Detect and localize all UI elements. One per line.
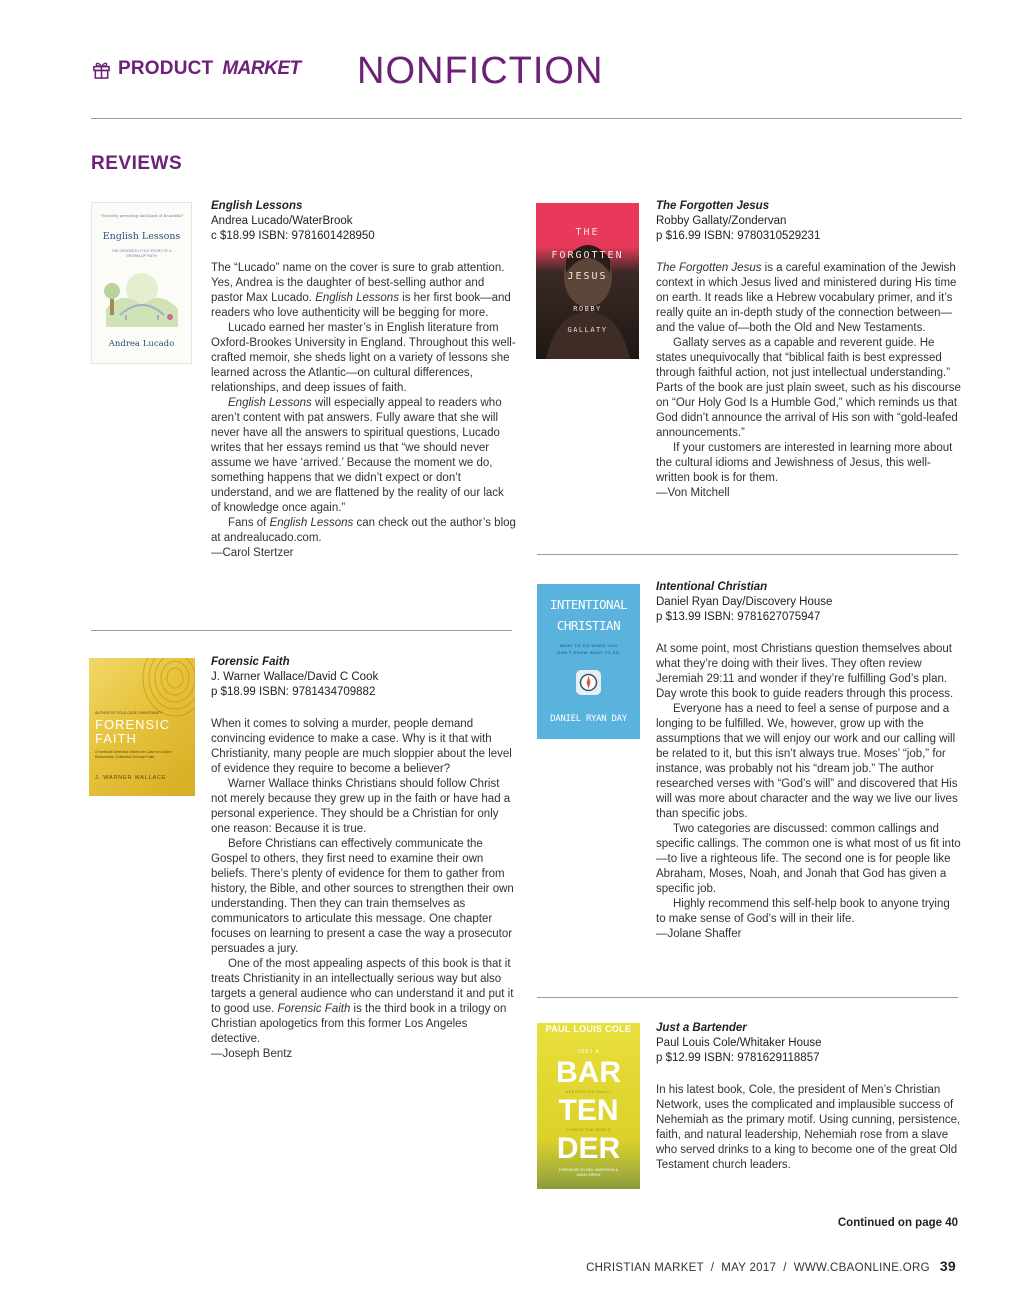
book-title: The Forgotten Jesus xyxy=(656,200,770,212)
cover-title-the: THE xyxy=(575,227,600,238)
book-cover-forgotten-jesus xyxy=(536,203,639,359)
book-title: Forensic Faith xyxy=(211,656,290,668)
header-rule xyxy=(91,118,962,119)
cover-author: J. WARNER WALLACE xyxy=(95,775,167,781)
brand-market-label: MARKET xyxy=(222,58,301,79)
book-cover-english-lessons xyxy=(91,202,192,364)
review-paragraph: Warner Wallace thinks Christians should follow Christ not merely because they grew up in the faith or have had a personal experience. They should be a Christian for only one reason: Because it is true. xyxy=(211,778,511,835)
price-isbn: p $18.99 ISBN: 9781434709882 xyxy=(211,686,376,698)
cover-foreword: FOREWORD BY NEIL ANDERSON & DAVID GREEN xyxy=(559,1168,618,1177)
cover-author: Andrea Lucado xyxy=(108,339,175,349)
review-paragraph: Before Christians can effectively communicate the Gospel to others, they first need to examine their own beliefs. There’s plenty of evidence for them to gather from history, the Bible, and other sources to strengthen their own understanding. Then they can train themselves as communicators to articulate this message. One chapter focuses on learning to present a case the way a prosecutor persuades a jury. xyxy=(211,838,514,955)
reviews-heading: REVIEWS xyxy=(91,153,183,174)
review-paragraph: The “Lucado” name on the cover is sure to grab attention. Yes, Andrea is the daughter of best-selling author and pastor Max Lucado. English Lessons is her first book—and readers who love authenticity will be begging for more. xyxy=(211,262,511,319)
review-paragraph: Highly recommend this self-help book to anyone trying to make sense of God’s will in their life. xyxy=(656,898,950,925)
price-isbn: p $16.99 ISBN: 9780310529231 xyxy=(656,230,821,242)
book-title: English Lessons xyxy=(211,200,303,212)
author-publisher: Robby Gallaty/Zondervan xyxy=(656,215,787,227)
review-divider xyxy=(91,630,512,631)
review-paragraph: —Von Mitchell xyxy=(656,487,730,499)
gift-icon xyxy=(92,60,111,79)
brand-product-label: PRODUCT xyxy=(118,58,214,79)
review-paragraph: Everyone has a need to feel a sense of purpose and a longing to be fulfilled. We, however, grow up with the assumptions that we will enjoy our work and our calling will be related to it, but this isn’t always true. Moses’ “job,” for instance, was probably not his “dream job.” The author researched verses with “God’s will” and discovered that His will was more about character and the way we live our lives than specific jobs. xyxy=(656,703,958,820)
cover-fingerprint xyxy=(125,658,195,718)
page-footer xyxy=(586,1258,956,1274)
review-body-forensic-faith xyxy=(211,717,516,1062)
cover-subtitle: A Homicide Detective Makes the Case for a More Reasonable, Evidential Christian Faith xyxy=(95,750,172,759)
cover-tag-line2: DON'T KNOW WHAT TO DO xyxy=(557,650,620,655)
cover-author: DANIEL RYAN DAY xyxy=(550,714,627,724)
review-body-forgotten-jesus xyxy=(656,261,961,501)
price-isbn: p $12.99 ISBN: 9781629118857 xyxy=(656,1052,820,1064)
cover-line-bar: BAR xyxy=(556,1056,621,1089)
review-paragraph: When it comes to solving a murder, people demand convincing evidence to make a case. Why is it that with Christianity, many people are much sloppier about the level of evidence they require to become a believer? xyxy=(211,718,512,775)
review-body-intentional-christian xyxy=(656,642,961,942)
review-meta-english-lessons xyxy=(211,199,516,244)
cover-tag-line1: WHAT TO DO WHEN YOU xyxy=(559,643,618,648)
review-meta-forgotten-jesus xyxy=(656,199,961,244)
book-cover-intentional-christian xyxy=(537,584,640,739)
section-title: NONFICTION xyxy=(357,50,604,92)
cover-title-forgotten: FORGOTTEN xyxy=(551,250,624,261)
review-body-english-lessons xyxy=(211,261,516,561)
review-paragraph: If your customers are interested in learning more about the cultural idioms and Jewishness of Jesus, this well-written book is for them. xyxy=(656,442,953,484)
cover-top-text: AUTHOR OF COLD-CASE CHRISTIANITY xyxy=(95,711,163,715)
cover-subtitle: THE CROOKED LITTLE STORY OF A GROWN-UP FAITH xyxy=(111,249,172,258)
review-body-just-a-bartender xyxy=(656,1083,961,1173)
brand-logo xyxy=(92,58,301,80)
review-paragraph: English Lessons will especially appeal to readers who aren’t content with pat answers. Fully aware that she will never have all the answers to spiritual questions, Lucado writes that her essays remind us that “we should never assume we have ‘arrived.’ Because the moment we do, something happens that we didn’t expect or don’t understand, and we are flattened by the reality of our lack of knowledge once again.” xyxy=(211,397,504,514)
review-meta-just-a-bartender xyxy=(656,1021,961,1066)
price-isbn: c $18.99 ISBN: 9781601428950 xyxy=(211,230,375,242)
review-paragraph: The Forgotten Jesus is a careful examination of the Jewish context in which Jesus lived and ministered during His time on earth. It reads like a Hebrew vocabulary primer, and it’s really quite an in-depth study of the connection between—and the value of—both the Old and New Testaments. xyxy=(656,262,957,334)
book-cover-forensic-faith xyxy=(89,658,195,796)
review-paragraph: Gallaty serves as a capable and reverent guide. He states unequivocally that “biblical faith is best expressed through faithful action, not just intellectual understanding.” Parts of the book are just plain sweet, such as his discourse on “Our Holy God Is a Humble God,” which reminds us that God didn’t announce the arrival of His son with “gold-leafed announcements.” xyxy=(656,337,961,439)
cover-title-line1: INTENTIONAL xyxy=(549,597,628,612)
cover-tag2: CHANGE THE WORLD xyxy=(566,1128,611,1132)
review-paragraph: At some point, most Christians question themselves about what they’re doing with their lives. They often review Jeremiah 29:11 and wonder if they’re fulfilling God’s plan. Day wrote this book to guide readers through this process. xyxy=(656,643,954,700)
cover-title-line2: FAITH xyxy=(95,731,137,746)
review-paragraph: One of the most appealing aspects of this book is that it treats Christianity in an intellectually serious way but also targets a general audience who can understand it and put it to good use. Forensic Faith is the third book in a trilogy on Christian apologetics from this former Los Angeles detective. xyxy=(211,958,514,1045)
review-divider xyxy=(537,554,958,555)
review-paragraph: Fans of English Lessons can check out the author’s blog at andrealucado.com. xyxy=(211,517,516,544)
review-paragraph: —Joseph Bentz xyxy=(211,1048,293,1060)
review-paragraph: —Carol Stertzer xyxy=(211,547,294,559)
author-publisher: J. Warner Wallace/David C Cook xyxy=(211,671,379,683)
continued-note: Continued on page 40 xyxy=(837,1217,958,1229)
review-paragraph: Lucado earned her master’s in English literature from Oxford-Brookes University in England. Throughout this well-crafted memoir, she sheds light on a variety of lessons she learned across the Atlantic—on cultural differences, relationships, and deep issues of faith. xyxy=(211,322,516,394)
cover-line-der: DER xyxy=(556,1132,621,1165)
cover-title-jesus: JESUS xyxy=(567,271,608,282)
cover-title: English Lessons xyxy=(102,231,181,242)
page-number: 39 xyxy=(939,1258,956,1274)
cover-illustration xyxy=(100,265,184,327)
compass-icon xyxy=(575,669,602,696)
cover-author: PAUL LOUIS COLE xyxy=(545,1024,632,1034)
price-isbn: p $13.99 ISBN: 9781627075947 xyxy=(656,611,821,623)
cover-author-first: ROBBY xyxy=(573,305,602,313)
cover-tag1: UNEXPECTED FAMILY xyxy=(565,1090,612,1094)
author-publisher: Daniel Ryan Day/Discovery House xyxy=(656,596,833,608)
footer-text: CHRISTIAN MARKET / MAY 2017 / WWW.CBAONLINE.ORG xyxy=(586,1262,930,1274)
review-divider xyxy=(537,997,958,998)
book-title: Just a Bartender xyxy=(656,1022,747,1034)
review-meta-intentional-christian xyxy=(656,580,961,625)
cover-author-last: GALLATY xyxy=(567,326,608,334)
author-publisher: Paul Louis Cole/Whitaker House xyxy=(656,1037,822,1049)
review-meta-forensic-faith xyxy=(211,655,516,700)
cover-line-ten: TEN xyxy=(558,1094,619,1127)
book-title: Intentional Christian xyxy=(656,581,768,593)
review-paragraph: In his latest book, Cole, the president of Men’s Christian Network, uses the complicated and implausible success of Nehemiah as the primary motif. Using cunning, persistence, faith, and natural leadership, Nehemiah rose from a slave who served drinks to a king to become one of the great Old Testament church leaders. xyxy=(656,1084,961,1171)
book-cover-just-a-bartender xyxy=(537,1023,640,1189)
cover-small: JUST A xyxy=(577,1049,600,1055)
cover-title-line1: FORENSIC xyxy=(95,717,171,732)
review-paragraph: Two categories are discussed: common callings and specific callings. The common one is what most of us fit into—to live a righteous life. The second one is for people like Abraham, Moses, Noah, and Jonah that God has given a specific job. xyxy=(656,823,961,895)
cover-title-line2: CHRISTIAN xyxy=(556,618,621,633)
author-publisher: Andrea Lucado/WaterBrook xyxy=(211,215,353,227)
review-paragraph: —Jolane Shaffer xyxy=(656,928,742,940)
cover-blurb: "Sweetly arresting and kind of beautiful" xyxy=(100,213,184,218)
